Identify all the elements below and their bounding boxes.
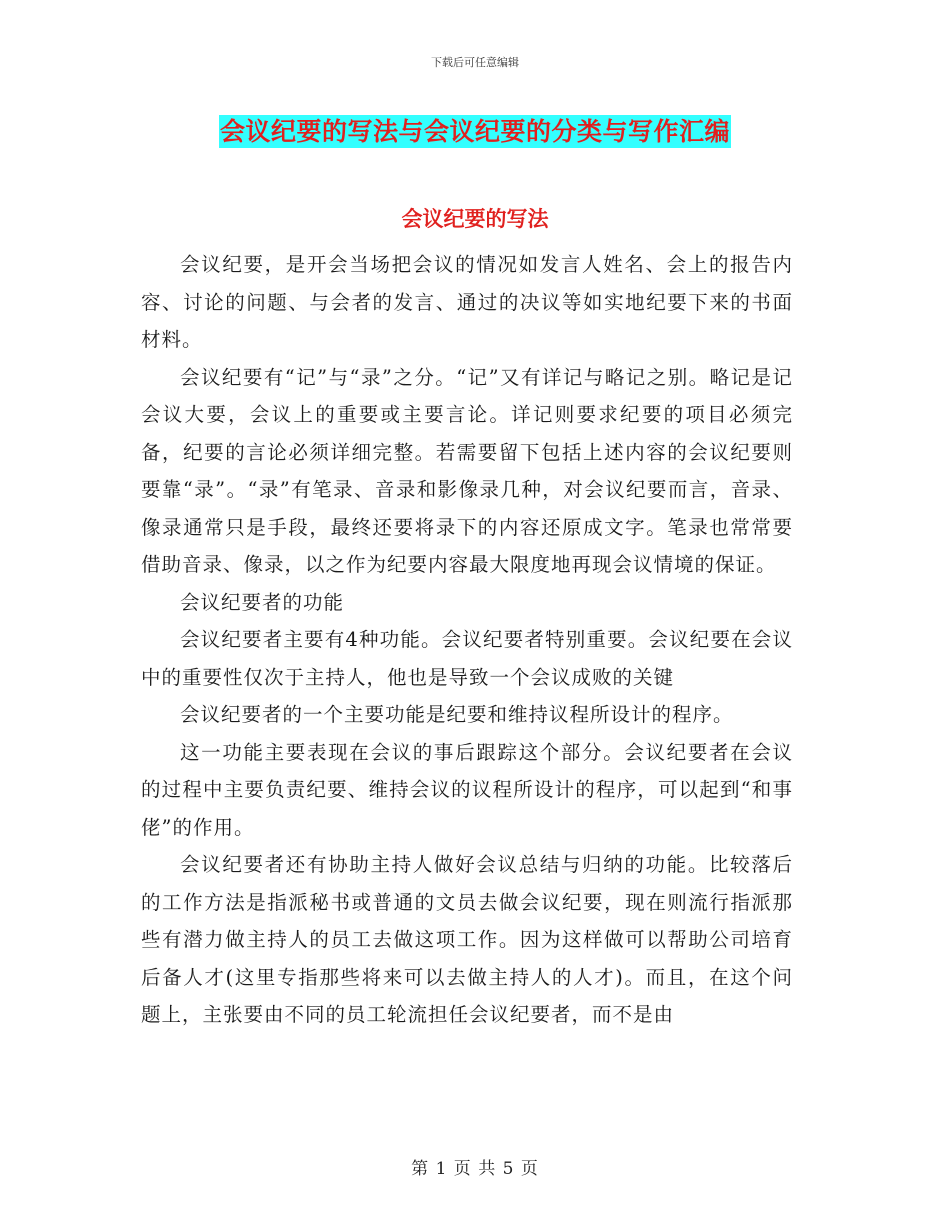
document-title-text: 会议纪要的写法与会议纪要的分类与写作汇编 [219,117,730,146]
paragraph: 这一功能主要表现在会议的事后跟踪这个部分。会议纪要者在会议的过程中主要负责纪要、维持会议的议程所设计的程序，可以起到“和事佬”的作用。 [141,740,793,839]
paragraph: 会议纪要，是开会当场把会议的情况如发言人姓名、会上的报告内容、讨论的问题、与会者的发言、通过的决议等如实地纪要下来的书面材料。 [141,253,793,351]
paragraph: 会议纪要者的一个主要功能是纪要和维持议程所设计的程序。 [180,703,734,726]
page-number-footer: 第 1 页 共 5 页 [411,1159,539,1179]
paragraph: 会议纪要者还有协助主持人做好会议总结与归纳的功能。比较落后的工作方法是指派秘书或普通的文员去做会议纪要，现在则流行指派那些有潜力做主持人的员工去做这项工作。因为这样做可以帮助公司培育后备人才(这里专指那些将来可以去做主持人的人才)。而且，在这个问题上，主张要由不同的员工轮流担任会议纪要者，而不是由 [141,853,793,1026]
document-body [141,246,793,1034]
page-header-note: 下载后可任意编辑 [431,56,519,69]
paragraph-subheading: 会议纪要者的功能 [180,590,345,614]
paragraph: 会议纪要者主要有4种功能。会议纪要者特别重要。会议纪要在会议中的重要性仅次于主持人，他也是导致一个会议成败的关键 [141,628,793,689]
section-heading: 会议纪要的写法 [401,207,549,231]
document-title [0,112,950,148]
paragraph: 会议纪要有“记”与“录”之分。“记”又有详记与略记之别。略记是记会议大要，会议上的重要或主要言论。详记则要求纪要的项目必须完备，纪要的言论必须详细完整。若需要留下包括上述内容的会议纪要则要靠“录”。“录”有笔录、音录和影像录几种，对会议纪要而言，音录、像录通常只是手段，最终还要将录下的内容还原成文字。笔录也常常要借助音录、像录，以之作为纪要内容最大限度地再现会议情境的保证。 [141,365,793,576]
